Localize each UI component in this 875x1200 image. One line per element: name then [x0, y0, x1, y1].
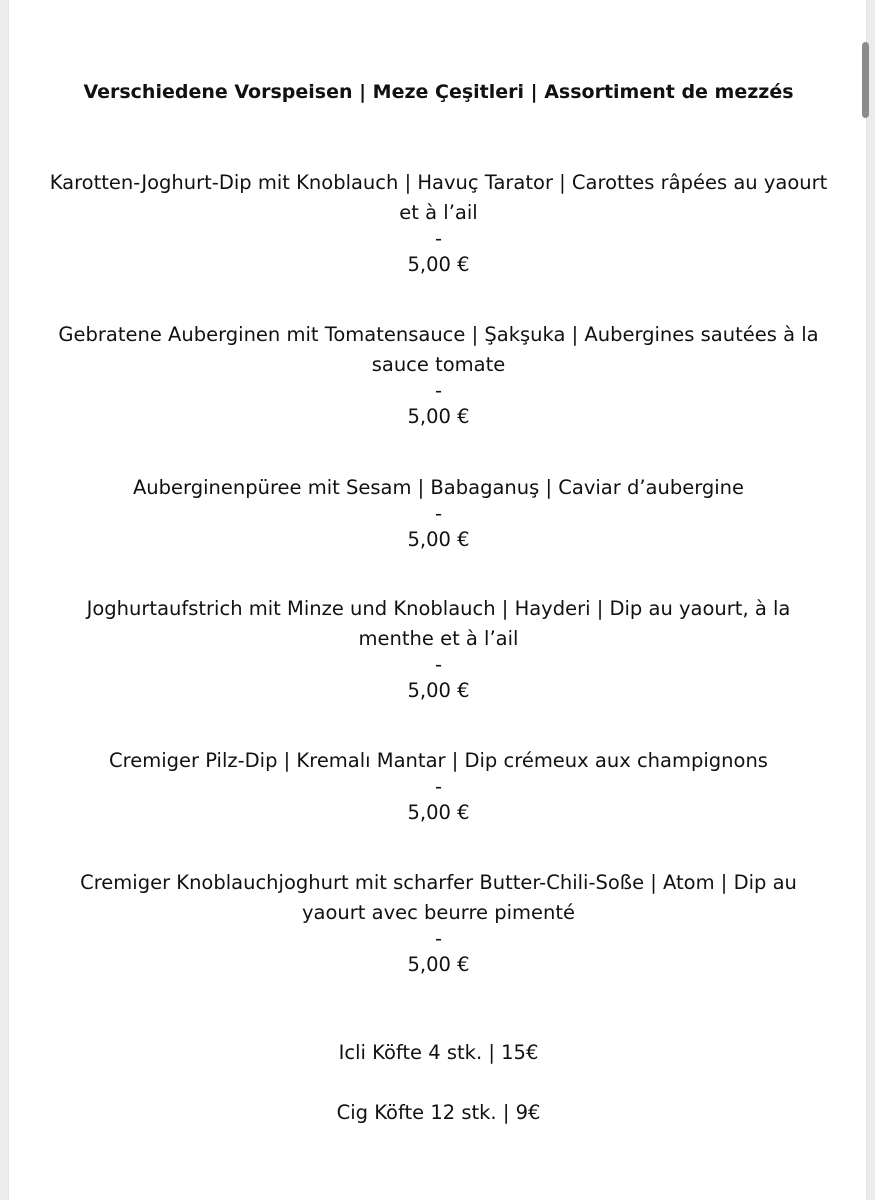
menu-item — [49, 168, 828, 280]
menu-page — [8, 0, 867, 1200]
menu-item-name: Gebratene Auberginen mit Tomatensauce | Şakşuka | Aubergines sautées à la sauce tomate — [58, 323, 819, 376]
menu-heading: Verschiedene Vorspeisen | Meze Çeşitleri | Assortiment de mezzés — [83, 81, 794, 103]
menu-item-price: 5,00 € — [407, 953, 470, 976]
menu-item-separator: - — [434, 653, 443, 676]
menu-item-price: 5,00 € — [407, 253, 470, 276]
menu-item — [49, 320, 828, 432]
menu-item — [49, 594, 828, 706]
menu-item-separator: - — [434, 927, 443, 950]
menu-item-price: 5,00 € — [407, 405, 470, 428]
menu-item — [49, 746, 828, 828]
menu-item-price: 5,00 € — [407, 679, 470, 702]
menu-item-price: 5,00 € — [407, 528, 470, 551]
menu-item — [49, 473, 828, 555]
menu-item-name: Joghurtaufstrich mit Minze und Knoblauch | Hayderi | Dip au yaourt, à la menthe et à l’ail — [86, 597, 791, 650]
menu-item-name: Auberginenpüree mit Sesam | Babaganuş | Caviar d’aubergine — [132, 476, 745, 499]
scrollbar-thumb[interactable] — [862, 42, 869, 118]
menu-item-separator: - — [434, 775, 443, 798]
menu-item-separator: - — [434, 502, 443, 525]
extra-item-icli-kofte: Icli Köfte 4 stk. | 15€ — [338, 1041, 539, 1064]
menu-item-separator: - — [434, 379, 443, 402]
menu-item-name: Cremiger Pilz-Dip | Kremalı Mantar | Dip crémeux aux champignons — [109, 749, 768, 772]
menu-item — [49, 868, 828, 980]
menu-item-separator: - — [434, 227, 443, 250]
menu-item-name: Karotten-Joghurt-Dip mit Knoblauch | Havuç Tarator | Carottes râpées au yaourt et à l’ail — [49, 171, 828, 224]
menu-item-price: 5,00 € — [407, 801, 470, 824]
extra-item-cig-kofte: Cig Köfte 12 stk. | 9€ — [336, 1101, 541, 1124]
menu-item-name: Cremiger Knoblauchjoghurt mit scharfer Butter-Chili-Soße | Atom | Dip au yaourt avec beurre pimenté — [80, 871, 797, 924]
